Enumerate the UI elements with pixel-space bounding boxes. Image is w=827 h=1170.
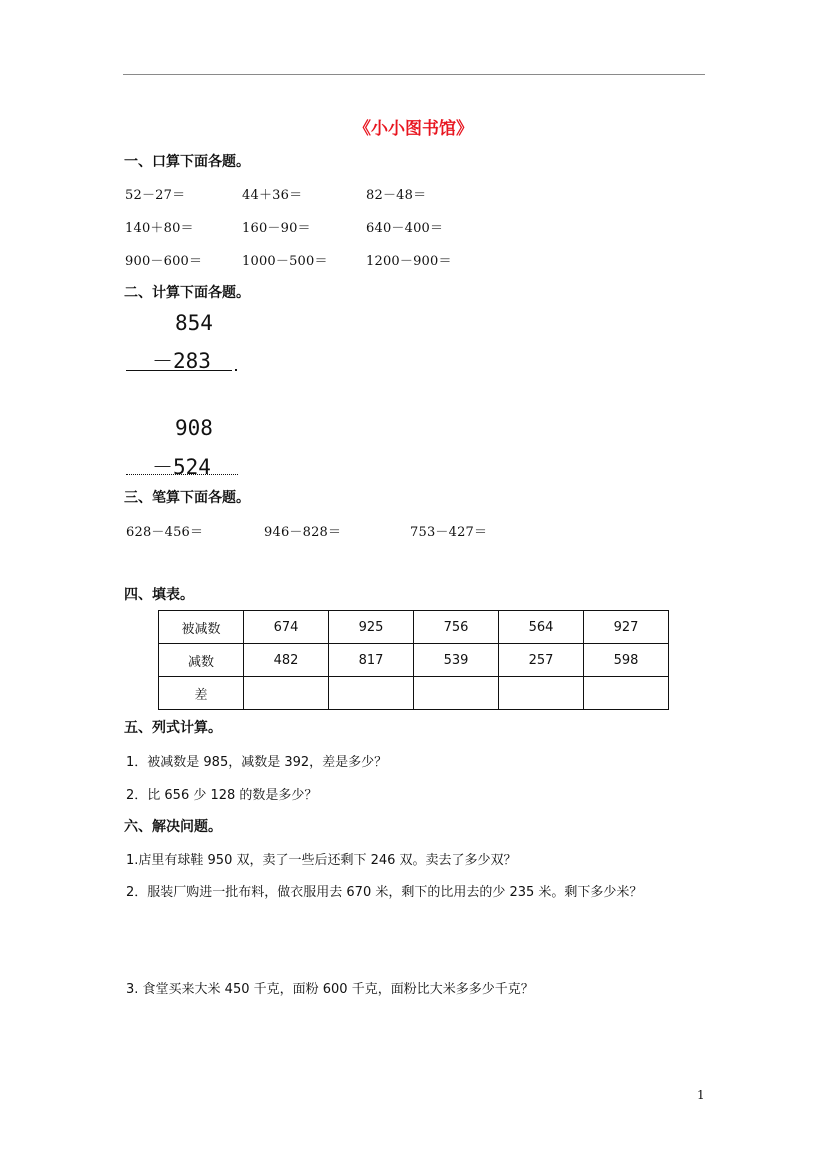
word-problem: 2．服装厂购进一批布料，做衣服用去 670 米，剩下的比用去的少 235 米。剩下多少米？ [126,885,643,900]
page-number: 1 [697,1088,705,1102]
table-cell: 925 [329,611,414,644]
table-cell: 482 [244,644,329,677]
answer-cell [584,677,669,710]
formula-question: 2．比 656 少 128 的数是多少？ [126,788,318,803]
table-cell: 564 [499,611,584,644]
answer-cell [414,677,499,710]
section-1-heading: 一、口算下面各题。 [124,154,250,170]
subtraction-table [158,610,669,710]
vertical-minuend: 908 [175,416,213,440]
section-5-heading: 五、列式计算。 [124,720,222,736]
answer-cell [244,677,329,710]
section-6-heading: 六、解决问题。 [124,819,222,835]
vertical-minuend: 854 [175,311,213,335]
oral-item: 640－400＝ [366,221,444,236]
word-problem: 1.店里有球鞋 950 双，卖了一些后还剩下 246 双。卖去了多少双？ [126,853,517,868]
vertical-subtrahend: －283 [152,349,211,373]
section-2-heading: 二、计算下面各题。 [124,285,250,301]
oral-item: 1000－500＝ [242,254,328,269]
section-4-heading: 四、填表。 [124,587,194,603]
row-header: 差 [159,677,244,710]
vertical-subtrahend: －524 [152,455,211,479]
oral-item: 1200－900＝ [366,254,452,269]
written-item: 946－828＝ [264,525,342,540]
table-cell: 598 [584,644,669,677]
oral-item: 44＋36＝ [242,188,303,203]
table-cell: 674 [244,611,329,644]
formula-question: 1．被减数是 985，减数是 392，差是多少？ [126,755,388,770]
answer-cell [329,677,414,710]
word-problem: 3. 食堂买来大米 450 千克，面粉 600 千克，面粉比大米多多少千克？ [126,982,534,997]
oral-item: 160－90＝ [242,221,311,236]
oral-item: 52－27＝ [125,188,186,203]
vertical-mark [235,369,237,371]
vertical-underline [126,474,238,475]
table-cell: 539 [414,644,499,677]
table-row [159,644,669,677]
table-row [159,677,669,710]
row-header: 减数 [159,644,244,677]
oral-item: 900－600＝ [125,254,203,269]
table-cell: 927 [584,611,669,644]
written-item: 753－427＝ [410,525,488,540]
vertical-underline [126,370,232,371]
answer-cell [499,677,584,710]
table-cell: 817 [329,644,414,677]
table-cell: 257 [499,644,584,677]
table-cell: 756 [414,611,499,644]
written-item: 628－456＝ [126,525,204,540]
row-header: 被减数 [159,611,244,644]
page-title: 《小小图书馆》 [354,119,473,139]
oral-item: 140＋80＝ [125,221,194,236]
section-3-heading: 三、笔算下面各题。 [124,490,250,506]
header-rule [123,74,705,75]
table-row [159,611,669,644]
oral-item: 82－48＝ [366,188,427,203]
